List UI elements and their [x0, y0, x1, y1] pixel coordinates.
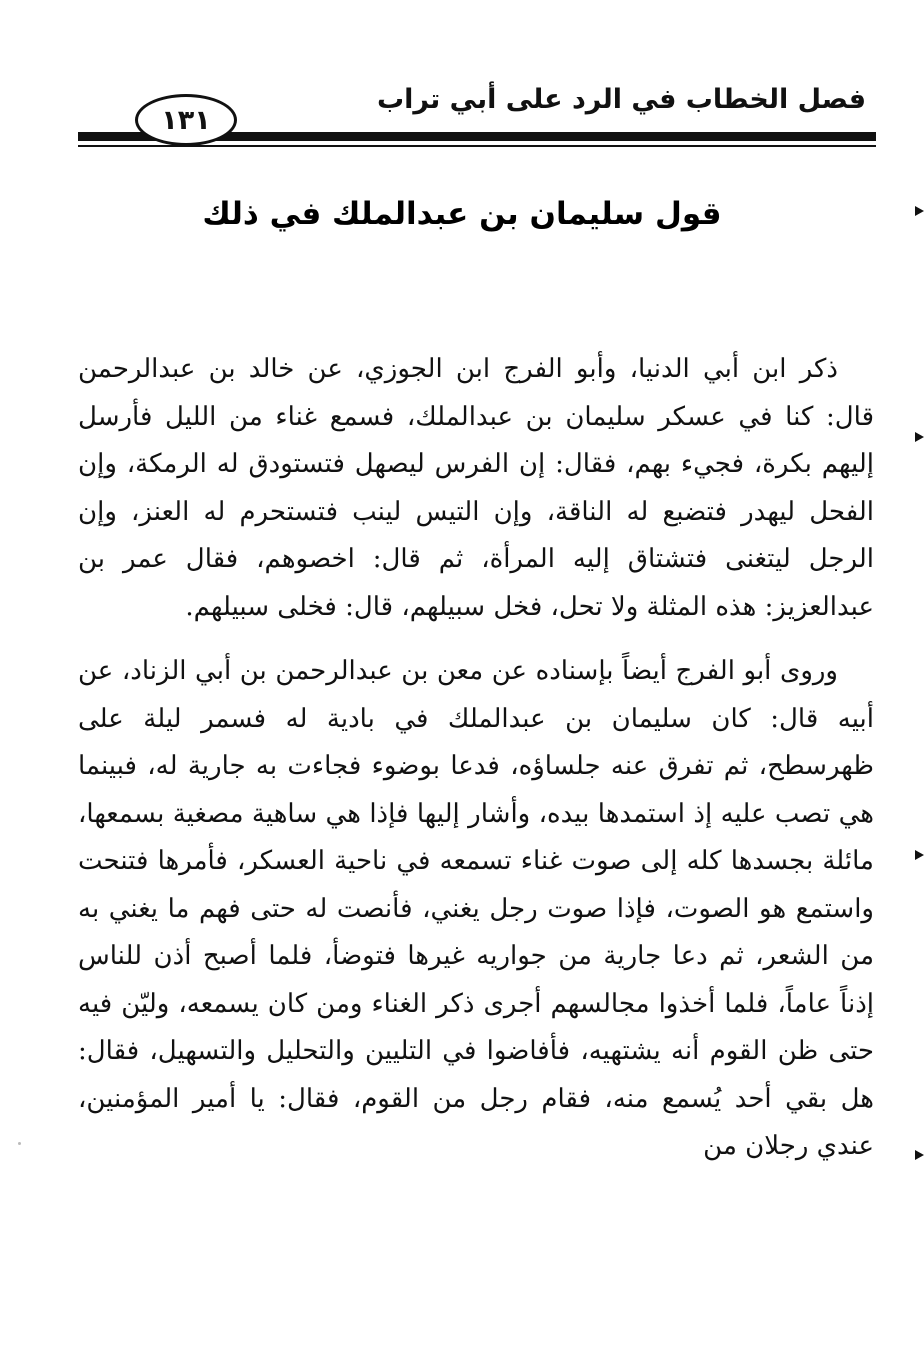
paragraph-1: ذكر ابن أبي الدنيا، وأبو الفرج ابن الجوزي، عن خالد بن عبدالرحمن قال: كنا في عسكر سليمان بن عبدالملك، فسمع غناء من الليل فأرسل إليهم بكرة، فجيء بهم، فقال: إن الفرس ليصهل فتستودق له الرمكة، وإن الفحل ليهدر فتضبع له الناقة، وإن التيس لينب فتستحرم له العنز، وإن الرجل ليتغنى فتشتاق إليه المرأة، ثم قال: اخصوهم، فقال عمر بن عبدالعزيز: هذه المثلة ولا تحل، فخل سبيلهم، قال: فخلى سبيلهم.: [78, 354, 874, 622]
margin-mark: [915, 206, 924, 216]
running-title: فصل الخطاب في الرد على أبي تراب: [376, 84, 866, 115]
scan-speck: [18, 1142, 21, 1145]
page-number: ١٣١: [135, 94, 237, 146]
paragraph-2: وروى أبو الفرج أيضاً بإسناده عن معن بن عبدالرحمن بن أبي الزناد، عن أبيه قال: كان سليمان بن عبدالملك في بادية له فسمر ليلة على ظهرسطح، ثم تفرق عنه جلساؤه، فدعا بوضوء فجاءت به جارية له، فبينما هي تصب عليه إذ استمدها بيده، وأشار إليها فإذا هي ساهية مصغية بسمعها، مائلة بجسدها كله إلى صوت غناء تسمعه في ناحية العسكر، فأمرها فتنحت واستمع هو الصوت، فإذا صوت رجل يغني، فأنصت له حتى فهم ما يغني به من الشعر، ثم دعا جارية من جواريه غيرها فتوضأ، فلما أصبح أذن للناس إذناً عاماً، فلما أخذوا مجالسهم أجرى ذكر الغناء ومن كان يسمعه، وليّن فيه حتى ظن القوم أنه يشتهيه، فأفاضوا في التليين والتحليل والتسهيل، فقال: هل بقي أحد يُسمع منه، فقام رجل من القوم، فقال: يا أمير المؤمنين، عندي رجلان من: [78, 656, 875, 1161]
margin-mark: [915, 432, 924, 442]
margin-mark: [915, 850, 924, 860]
margin-mark: [915, 1150, 924, 1160]
section-title: قول سليمان بن عبدالملك في ذلك: [202, 196, 722, 232]
page-header: [0, 0, 924, 170]
body-text: [78, 346, 874, 1171]
